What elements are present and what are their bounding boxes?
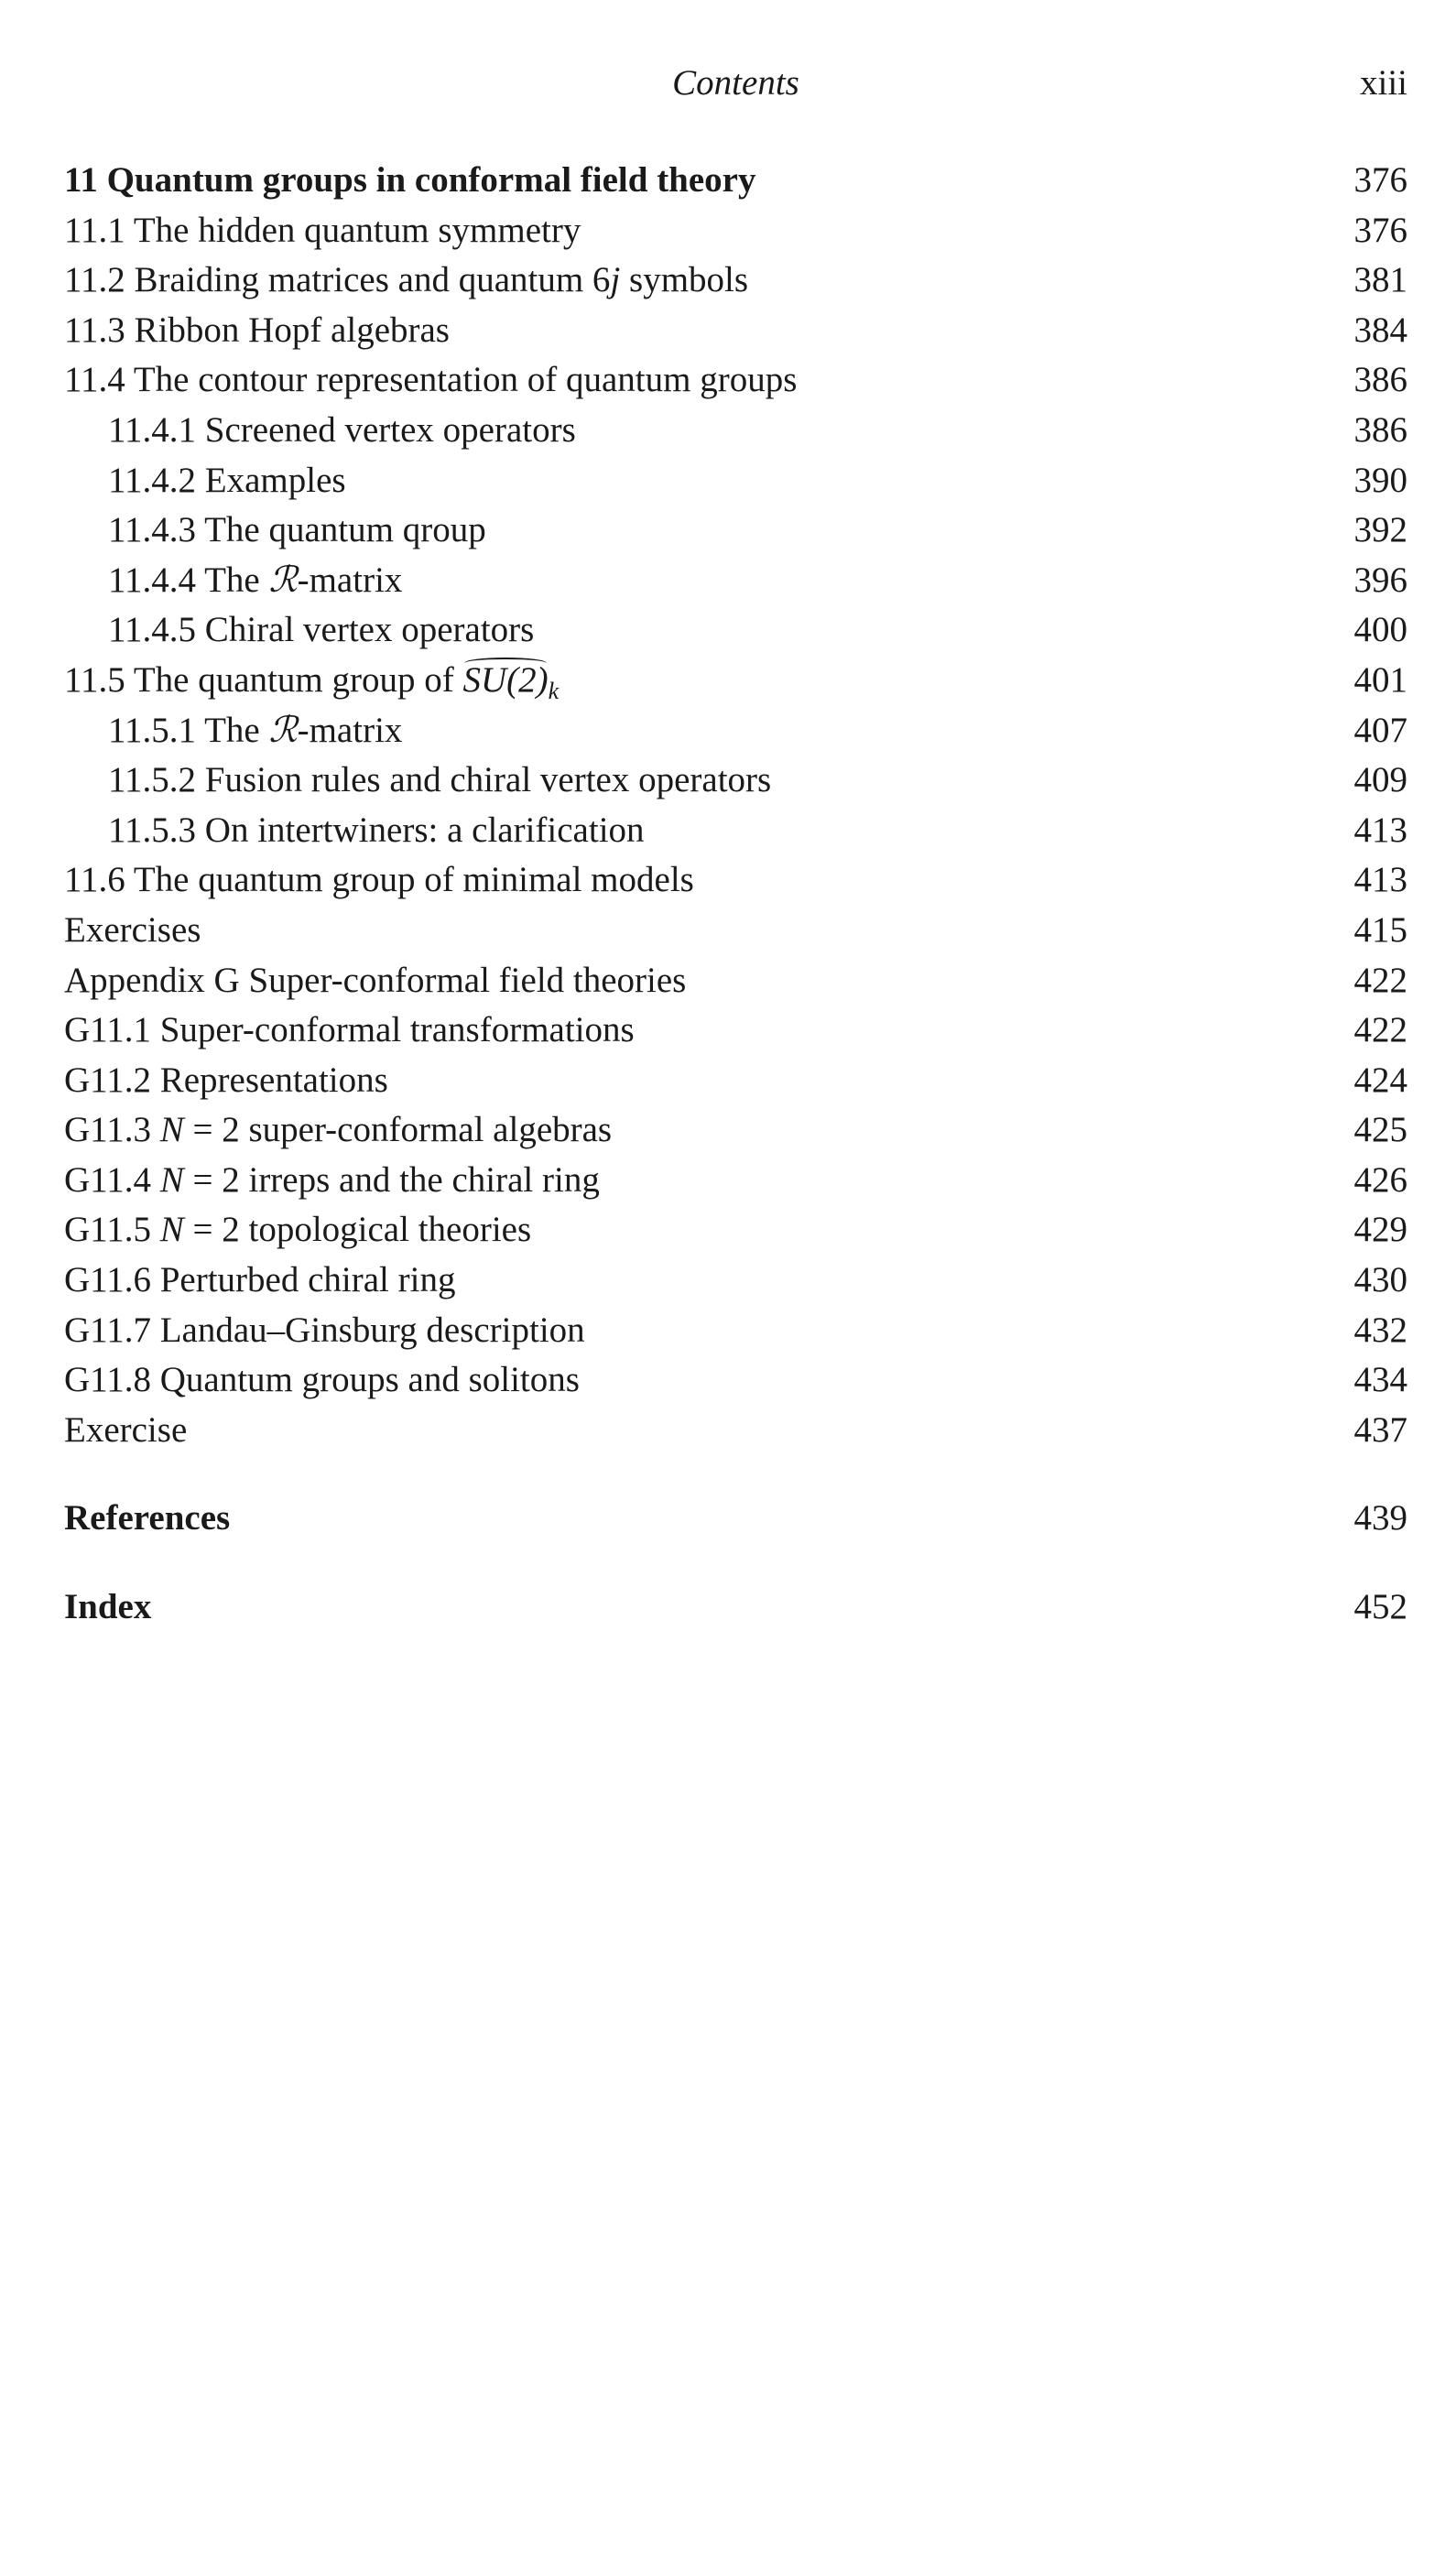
toc-subsection-entry[interactable] xyxy=(64,806,1407,856)
toc-section-entry[interactable] xyxy=(64,1006,1407,1056)
toc-entry-page: 392 xyxy=(1353,510,1407,550)
toc-entry-label xyxy=(64,1156,600,1206)
toc-subsection-entry[interactable] xyxy=(64,506,1407,556)
toc-subsection-entry[interactable] xyxy=(64,756,1407,806)
toc-entry-page: 439 xyxy=(1353,1498,1407,1538)
toc-entry-label-text: G11.4 xyxy=(64,1159,160,1200)
toc-entry-label: G11.6 Perturbed chiral ring xyxy=(64,1260,456,1300)
toc-entry-label: Index xyxy=(64,1587,152,1627)
toc-entry-label: Exercises xyxy=(64,909,201,950)
math-symbol: ℛ xyxy=(268,709,298,751)
toc-entry-page: 413 xyxy=(1353,860,1407,900)
toc-entry-page: 415 xyxy=(1353,909,1407,950)
toc-entry-label-text: symbols xyxy=(620,260,749,300)
toc-entry-label: 11.6 The quantum group of minimal models xyxy=(64,860,694,900)
running-head-title: Contents xyxy=(672,63,799,103)
toc-subsection-entry[interactable] xyxy=(64,605,1407,656)
toc-entry-page: 413 xyxy=(1353,810,1407,850)
toc-entry-page: 426 xyxy=(1353,1159,1407,1200)
toc-entry-page: 422 xyxy=(1353,960,1407,1000)
page-number: xiii xyxy=(1359,63,1407,103)
toc-entry-page: 409 xyxy=(1353,760,1407,800)
toc-entry-label xyxy=(64,256,748,306)
toc-entry-label: G11.2 Representations xyxy=(64,1060,388,1100)
toc-entry-page: 430 xyxy=(1353,1260,1407,1300)
toc-entry-page: 384 xyxy=(1353,310,1407,350)
toc-entry-label: 11 Quantum groups in conformal field theory xyxy=(64,160,756,200)
toc-section-entry[interactable] xyxy=(64,1256,1407,1306)
toc-entry-label: References xyxy=(64,1498,231,1538)
toc-subsection-entry[interactable] xyxy=(64,456,1407,506)
toc-entry-page: 401 xyxy=(1353,659,1407,700)
toc-entry-label xyxy=(64,1105,612,1156)
toc-section-entry[interactable] xyxy=(64,306,1407,356)
toc-section-entry[interactable] xyxy=(64,1056,1407,1106)
running-head xyxy=(64,60,1407,106)
toc-entry-label-text: 11.5.1 The xyxy=(108,710,269,750)
toc-entry-page: 400 xyxy=(1353,610,1407,650)
toc-section-entry[interactable] xyxy=(64,956,1407,1006)
toc-entry-label xyxy=(108,556,402,606)
math-symbol: N xyxy=(159,1159,184,1200)
toc-section-entry[interactable] xyxy=(64,206,1407,256)
toc-entry-page: 407 xyxy=(1353,710,1407,750)
toc-entry-page: 376 xyxy=(1353,210,1407,250)
math-symbol: SU(2) xyxy=(462,656,548,706)
toc-entry-label-text: G11.3 xyxy=(64,1110,160,1150)
toc-back-matter-entry[interactable] xyxy=(64,1582,1407,1633)
toc-entry-label-text: 11.4.4 The xyxy=(108,560,269,600)
toc-section-entry[interactable] xyxy=(64,906,1407,956)
toc-entry-page: 432 xyxy=(1353,1310,1407,1350)
toc-section-entry[interactable] xyxy=(64,1355,1407,1406)
toc-section-entry[interactable] xyxy=(64,1205,1407,1256)
toc-entry-page: 437 xyxy=(1353,1409,1407,1450)
math-symbol: N xyxy=(159,1210,184,1250)
toc-entry-label: 11.4.1 Screened vertex operators xyxy=(108,409,576,450)
toc-entry-page: 429 xyxy=(1353,1210,1407,1250)
toc-entry-page: 376 xyxy=(1353,160,1407,200)
table-of-contents xyxy=(64,156,1407,1633)
toc-section-entry[interactable] xyxy=(64,1406,1407,1456)
toc-entry-page: 381 xyxy=(1353,260,1407,300)
toc-entry-page: 425 xyxy=(1353,1110,1407,1150)
toc-entry-label-text: -matrix xyxy=(297,710,403,750)
toc-entry-label: 11.3 Ribbon Hopf algebras xyxy=(64,310,450,350)
math-symbol: ℛ xyxy=(268,559,298,601)
toc-entry-label: 11.4.5 Chiral vertex operators xyxy=(108,610,535,650)
toc-entry-label: G11.7 Landau–Ginsburg description xyxy=(64,1310,585,1350)
toc-subsection-entry[interactable] xyxy=(64,556,1407,606)
toc-entry-label-text: G11.5 xyxy=(64,1210,160,1250)
toc-entry-label xyxy=(64,1205,531,1256)
toc-subsection-entry[interactable] xyxy=(64,406,1407,456)
toc-entry-label: G11.1 Super-conformal transformations xyxy=(64,1010,635,1050)
toc-entry-page: 452 xyxy=(1353,1587,1407,1627)
toc-entry-label-text: = 2 irreps and the chiral ring xyxy=(183,1159,600,1200)
spacer xyxy=(64,1544,1407,1582)
math-symbol: j xyxy=(610,260,621,300)
toc-section-entry[interactable] xyxy=(64,355,1407,406)
toc-section-entry[interactable] xyxy=(64,1156,1407,1206)
toc-entry-label-text: 11.2 Braiding matrices and quantum 6 xyxy=(64,260,611,300)
toc-entry-page: 386 xyxy=(1353,409,1407,450)
toc-entry-label: 11.5.3 On intertwiners: a clarification xyxy=(108,810,645,850)
toc-entry-label xyxy=(108,706,402,756)
toc-entry-label: Appendix G Super-conformal field theories xyxy=(64,960,687,1000)
toc-section-entry[interactable] xyxy=(64,1306,1407,1356)
toc-section-entry[interactable] xyxy=(64,656,1407,706)
toc-entry-page: 396 xyxy=(1353,560,1407,600)
toc-section-entry[interactable] xyxy=(64,256,1407,306)
toc-entry-label: Exercise xyxy=(64,1409,188,1450)
toc-entry-label: 11.4.2 Examples xyxy=(108,460,346,500)
toc-entry-label: 11.1 The hidden quantum symmetry xyxy=(64,210,581,250)
toc-back-matter-entry[interactable] xyxy=(64,1494,1407,1544)
toc-section-entry[interactable] xyxy=(64,1105,1407,1156)
spacer xyxy=(64,1455,1407,1494)
toc-entry-page: 390 xyxy=(1353,460,1407,500)
toc-entry-label: 11.5.2 Fusion rules and chiral vertex operators xyxy=(108,760,772,800)
toc-entry-page: 422 xyxy=(1353,1010,1407,1050)
toc-entry-label: 11.4 The contour representation of quantum groups xyxy=(64,360,798,400)
toc-entry-label-text: = 2 super-conformal algebras xyxy=(183,1110,613,1150)
toc-subsection-entry[interactable] xyxy=(64,706,1407,756)
toc-entry-page: 434 xyxy=(1353,1360,1407,1400)
toc-entry-label: G11.8 Quantum groups and solitons xyxy=(64,1360,580,1400)
toc-section-entry[interactable] xyxy=(64,855,1407,906)
math-subscript: k xyxy=(548,677,560,704)
math-symbol: N xyxy=(159,1110,184,1150)
toc-chapter-entry[interactable] xyxy=(64,156,1407,206)
toc-entry-label-text: -matrix xyxy=(297,560,403,600)
toc-entry-label-text: = 2 topological theories xyxy=(183,1210,532,1250)
toc-entry-label: 11.4.3 The quantum qroup xyxy=(108,510,486,550)
toc-entry-page: 386 xyxy=(1353,360,1407,400)
toc-entry-label-text: 11.5 The quantum group of xyxy=(64,659,463,700)
toc-entry-page: 424 xyxy=(1353,1060,1407,1100)
